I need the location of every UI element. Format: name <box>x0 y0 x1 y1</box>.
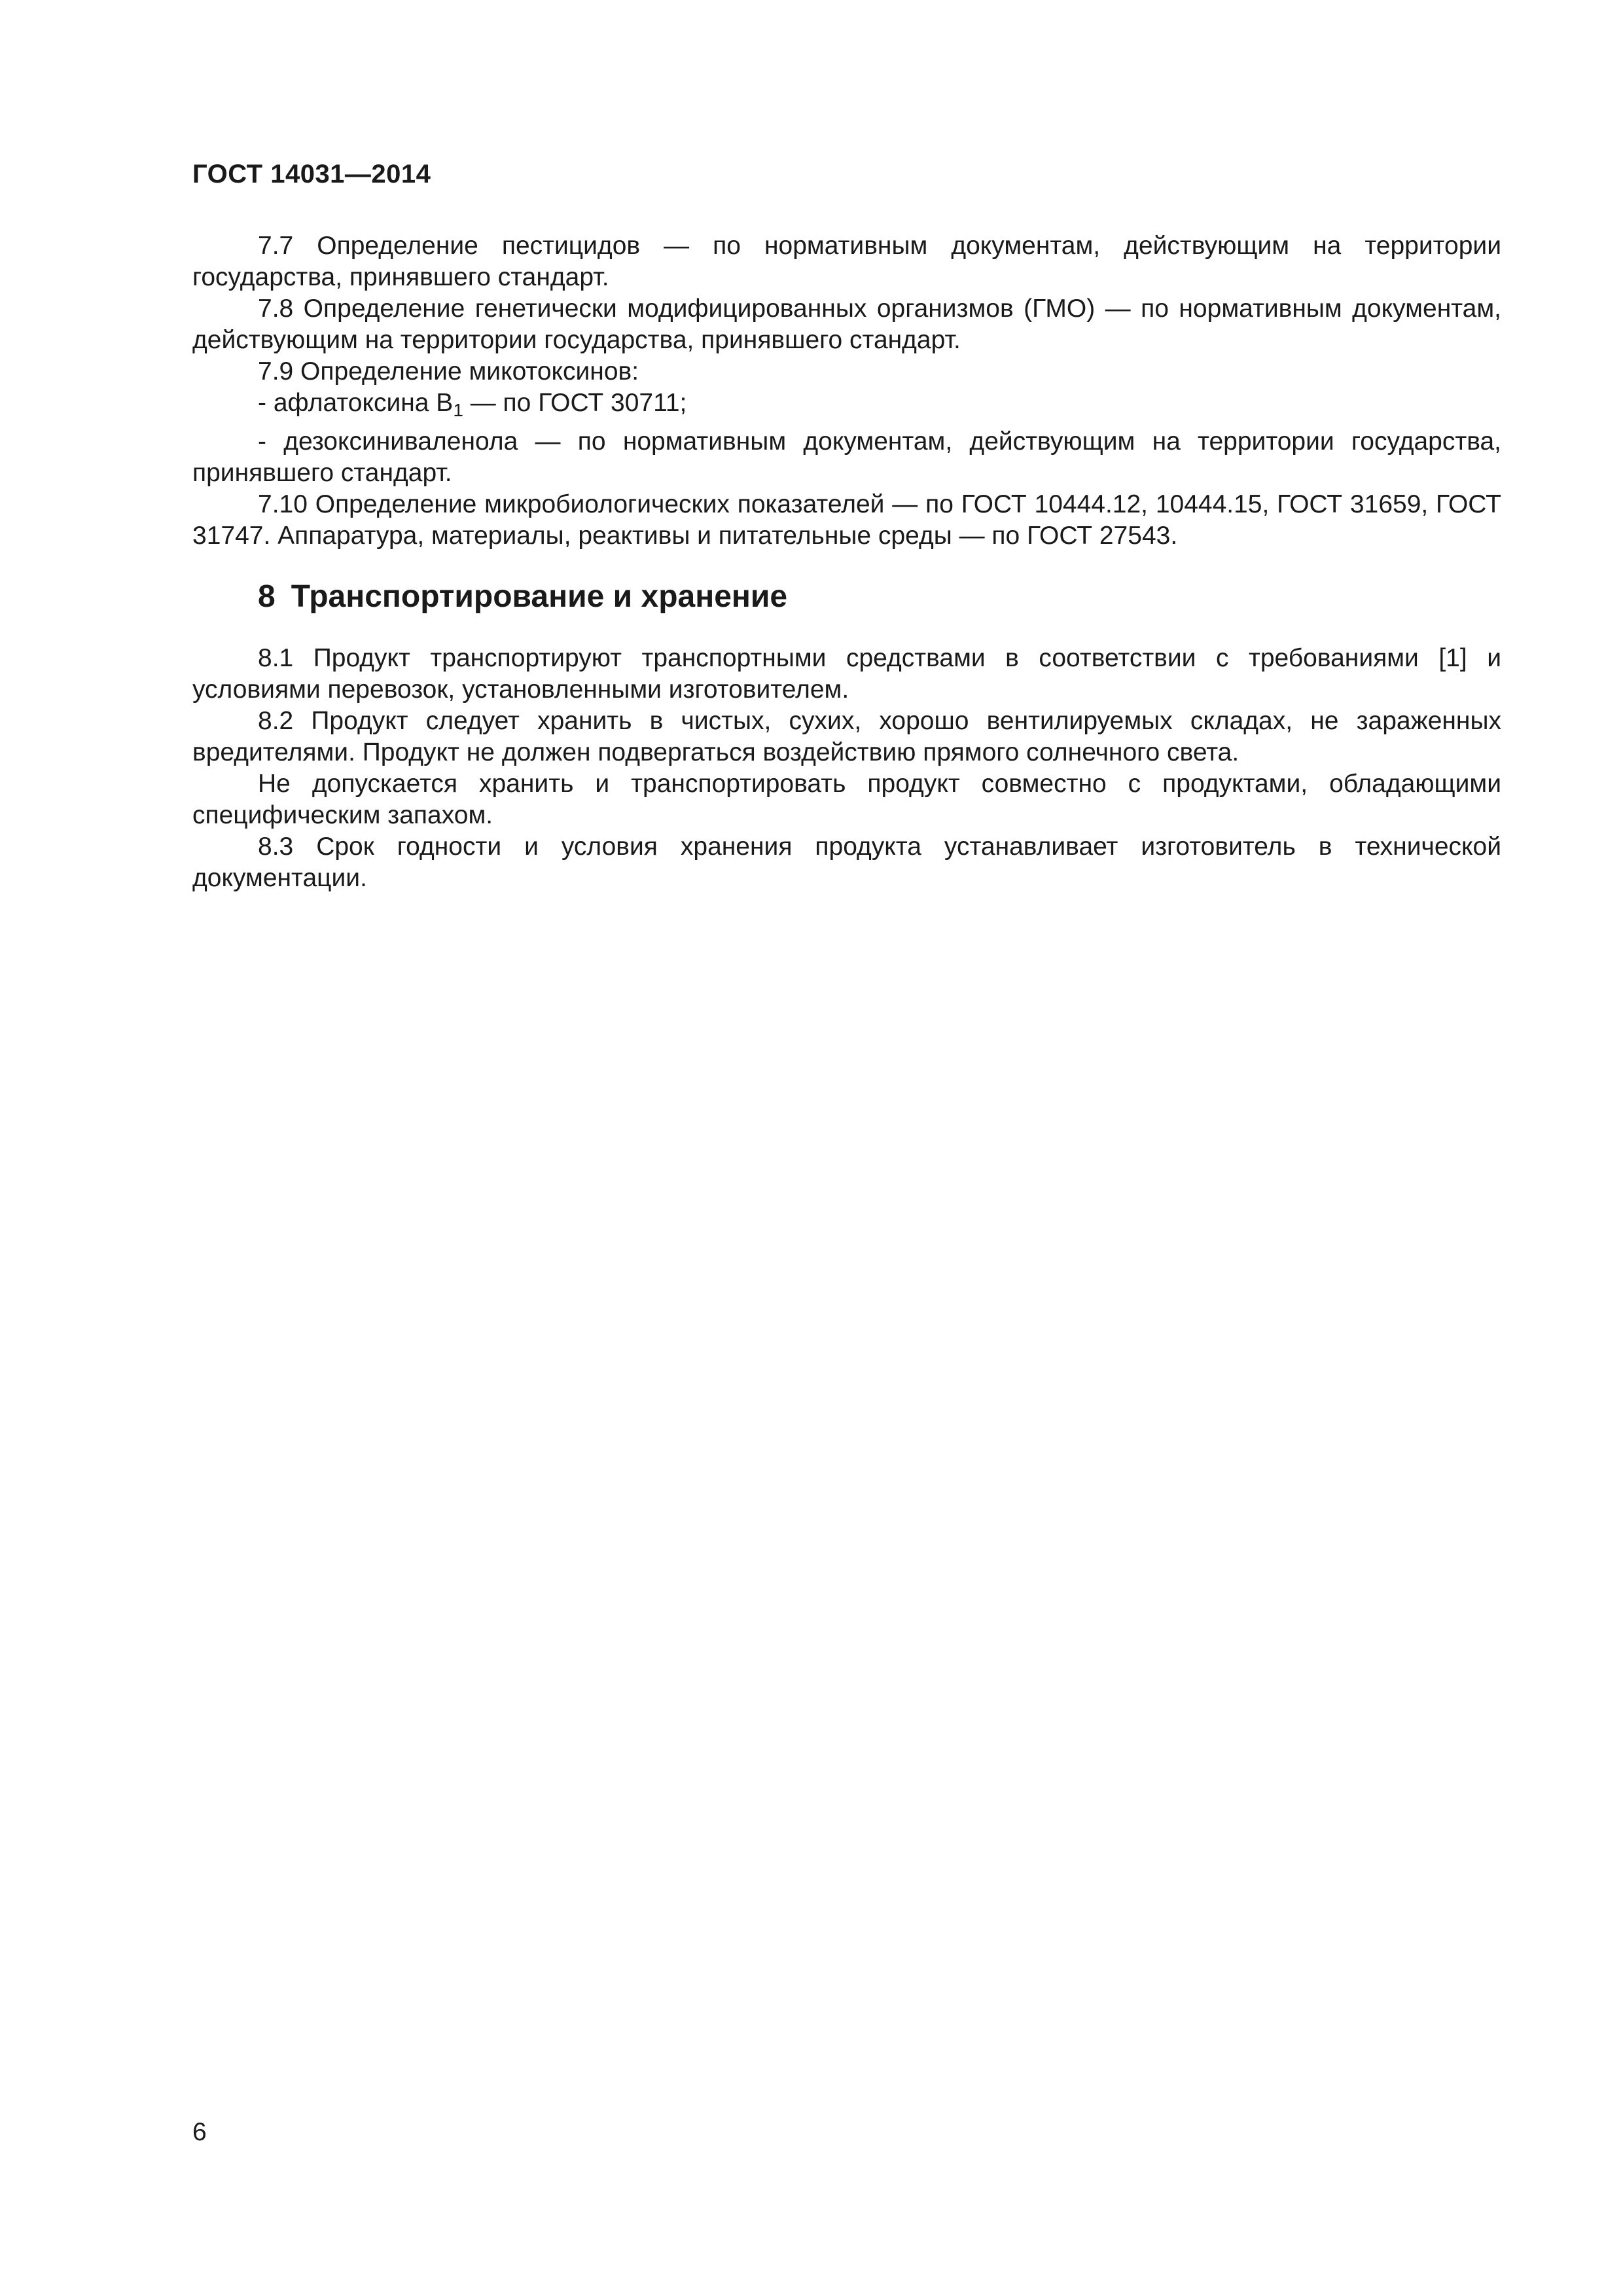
section-8-title: Транспортирование и хранение <box>291 579 788 614</box>
section-8-body <box>192 643 1501 894</box>
section-8-number: 8 <box>258 579 276 614</box>
aflatoxin-subscript: 1 <box>453 400 463 420</box>
section-7-body <box>192 230 1501 552</box>
page-number: 6 <box>192 2118 207 2146</box>
paragraph-7-7: 7.7 Определение пестицидов — по нормативным документам, действующим на территории государства, принявшего стандарт. <box>192 232 1501 291</box>
paragraph-8-2: 8.2 Продукт следует хранить в чистых, сухих, хорошо вентилируемых складах, не зараженных вредителями. Продукт не должен подвергаться воздействию прямого солнечного света. <box>192 707 1501 766</box>
paragraph-8-1: 8.1 Продукт транспортируют транспортными средствами в соответствии с требованиями [1] и условиями перевозок, установленными изготовителем. <box>192 644 1501 704</box>
paragraph-7-10: 7.10 Определение микробиологических показателей — по ГОСТ 10444.12, 10444.15, ГОСТ 31659, ГОСТ 31747. Аппаратура, материалы, реактивы и питательные среды — по ГОСТ 27543. <box>192 490 1501 550</box>
list-item-deoxynivalenol: - дезоксиниваленола — по нормативным документам, действующим на территории государства, принявшего стандарт. <box>192 427 1501 487</box>
paragraph-7-9: 7.9 Определение микотоксинов: <box>258 357 639 386</box>
paragraph-8-3: 8.3 Срок годности и условия хранения продукта устанавливает изготовитель в технической документации. <box>192 833 1501 892</box>
list-item-aflatoxin <box>192 387 1501 426</box>
aflatoxin-reference: — по ГОСТ 30711; <box>463 389 687 417</box>
paragraph-8-2-continued: Не допускается хранить и транспортировать продукт совместно с продуктами, обладающими специфическим запахом. <box>192 770 1501 829</box>
aflatoxin-text: - афлатоксина B <box>258 389 454 417</box>
paragraph-7-8: 7.8 Определение генетически модифицированных организмов (ГМО) — по нормативным документам, действующим на территории государства, принявшего стандарт. <box>192 295 1501 354</box>
document-header: ГОСТ 14031—2014 <box>192 160 431 188</box>
section-8-heading <box>258 577 787 617</box>
